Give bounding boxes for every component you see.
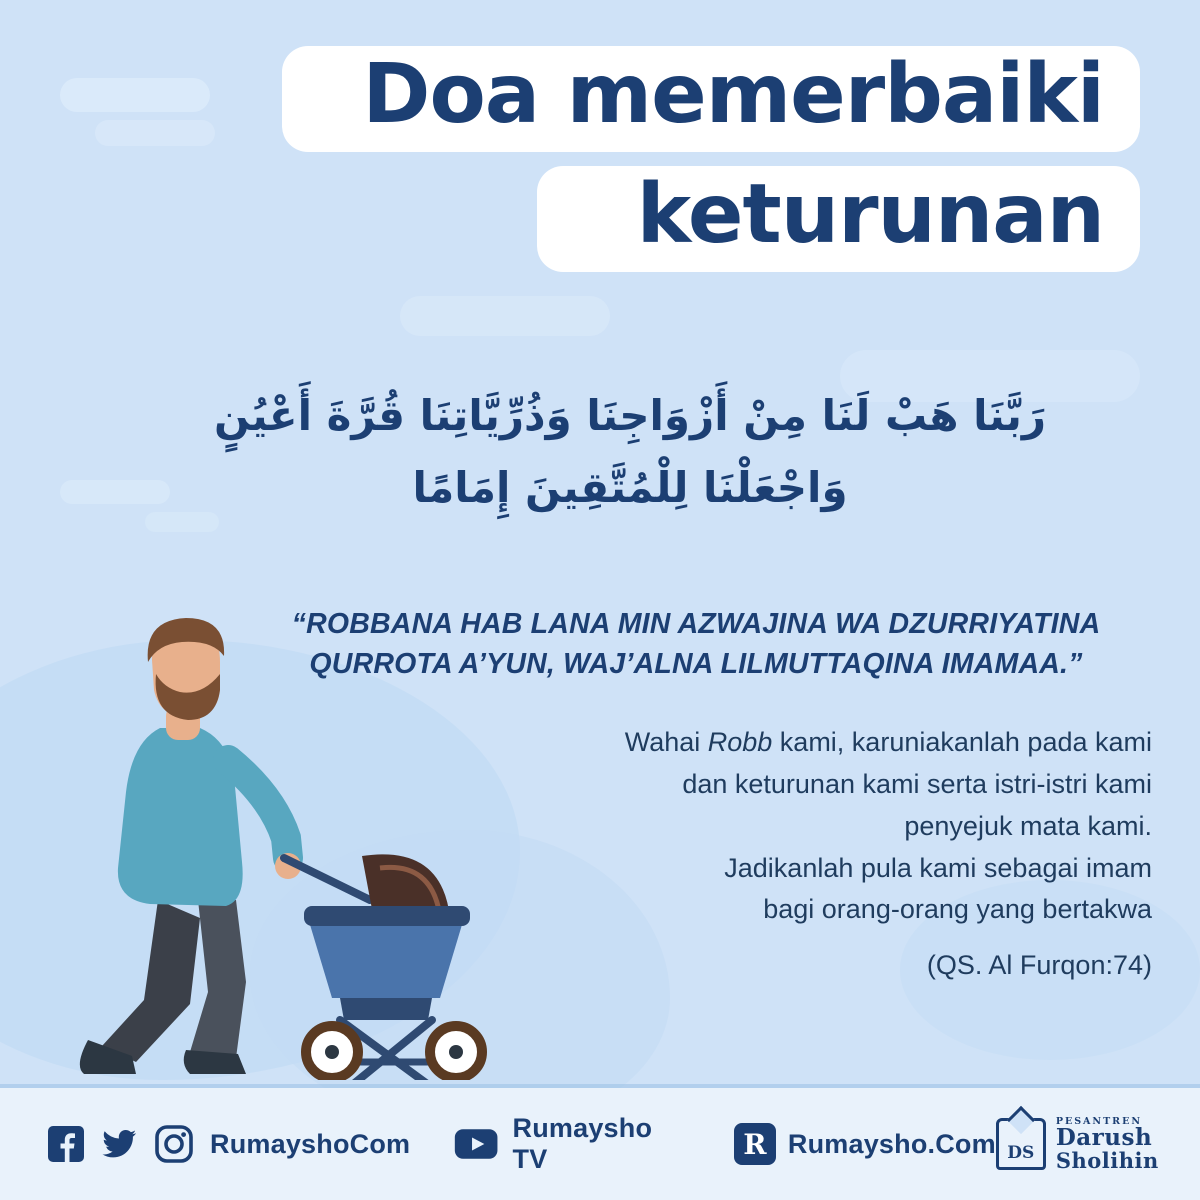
instagram-icon[interactable] (154, 1124, 194, 1164)
pesantren-logo-top: PESANTREN (1055, 1115, 1143, 1127)
man-front-shoe (184, 1050, 246, 1074)
title-line-2 (537, 166, 1140, 272)
youtube-icon[interactable] (454, 1125, 498, 1163)
quran-source: (QS. Al Furqon:74) (926, 950, 1152, 980)
site-brand (734, 1123, 996, 1165)
translation-text (420, 722, 1152, 931)
footer-bar (0, 1088, 1200, 1200)
translation-line-5: bagi orang-orang yang bertakwa (763, 894, 1152, 925)
translation-line-4: Jadikanlah pula kami sebagai imam (724, 852, 1152, 883)
illustration-man-with-pram (40, 600, 510, 1080)
pesantren-logo-line2: Sholihin (1055, 1147, 1159, 1173)
page-title (0, 46, 1200, 286)
translation-italic-word: Robb (707, 727, 773, 757)
pram-handle (284, 858, 370, 900)
youtube-group (454, 1113, 662, 1175)
title-line-1 (282, 46, 1140, 152)
arabic-line-1: رَبَّنَا هَبْ لَنَا مِنْ أَزْوَاجِنَا وَذُرِّيَّاتِنَا قُرَّةَ أَعْيُنٍ (213, 391, 1047, 440)
pram-wheel-hub (325, 1045, 339, 1059)
cloud-shape (400, 296, 610, 336)
social-handle-label: RumayshoCom (210, 1128, 411, 1159)
translation-line-3: penyejuk mata kami. (904, 810, 1152, 841)
social-group (46, 1124, 410, 1164)
pesantren-logo-text (1056, 1117, 1159, 1172)
youtube-label: Rumaysho TV (512, 1113, 653, 1174)
pram-body (308, 918, 464, 998)
twitter-icon[interactable] (100, 1124, 140, 1164)
arabic-line-2: وَاجْعَلْنَا لِلْمُتَّقِينَ إِمَامًا (412, 463, 848, 513)
transliteration-text: “ROBBANA HAB LANA MIN AZWAJINA WA DZURRIYATINA QURROTA A’YUN, WAJ’ALNA LILMUTTAQINA IMAMAA.” (291, 608, 1101, 681)
title-line-1-text: Doa memerbaiki (362, 47, 1104, 142)
pesantren-mark-icon: DS (996, 1118, 1046, 1170)
facebook-icon[interactable] (46, 1124, 86, 1164)
site-label: Rumaysho.Com (787, 1128, 996, 1159)
translation-line-1: Wahai Robb kami, karuniakanlah pada kami (624, 727, 1152, 757)
pesantren-logo-line1: Darush (1055, 1124, 1153, 1152)
man-back-leg (102, 900, 200, 1062)
pesantren-logo (996, 1117, 1159, 1172)
title-line-2-text: keturunan (636, 167, 1104, 263)
site-badge: R (734, 1123, 776, 1165)
arabic-verse (120, 380, 1140, 524)
pram-wheel-hub (449, 1045, 463, 1059)
pram-lower (340, 998, 432, 1020)
social-icons (46, 1124, 194, 1164)
translation-line-2: dan keturunan kami serta istri-istri kami (682, 768, 1152, 799)
pram-rim (304, 906, 470, 926)
